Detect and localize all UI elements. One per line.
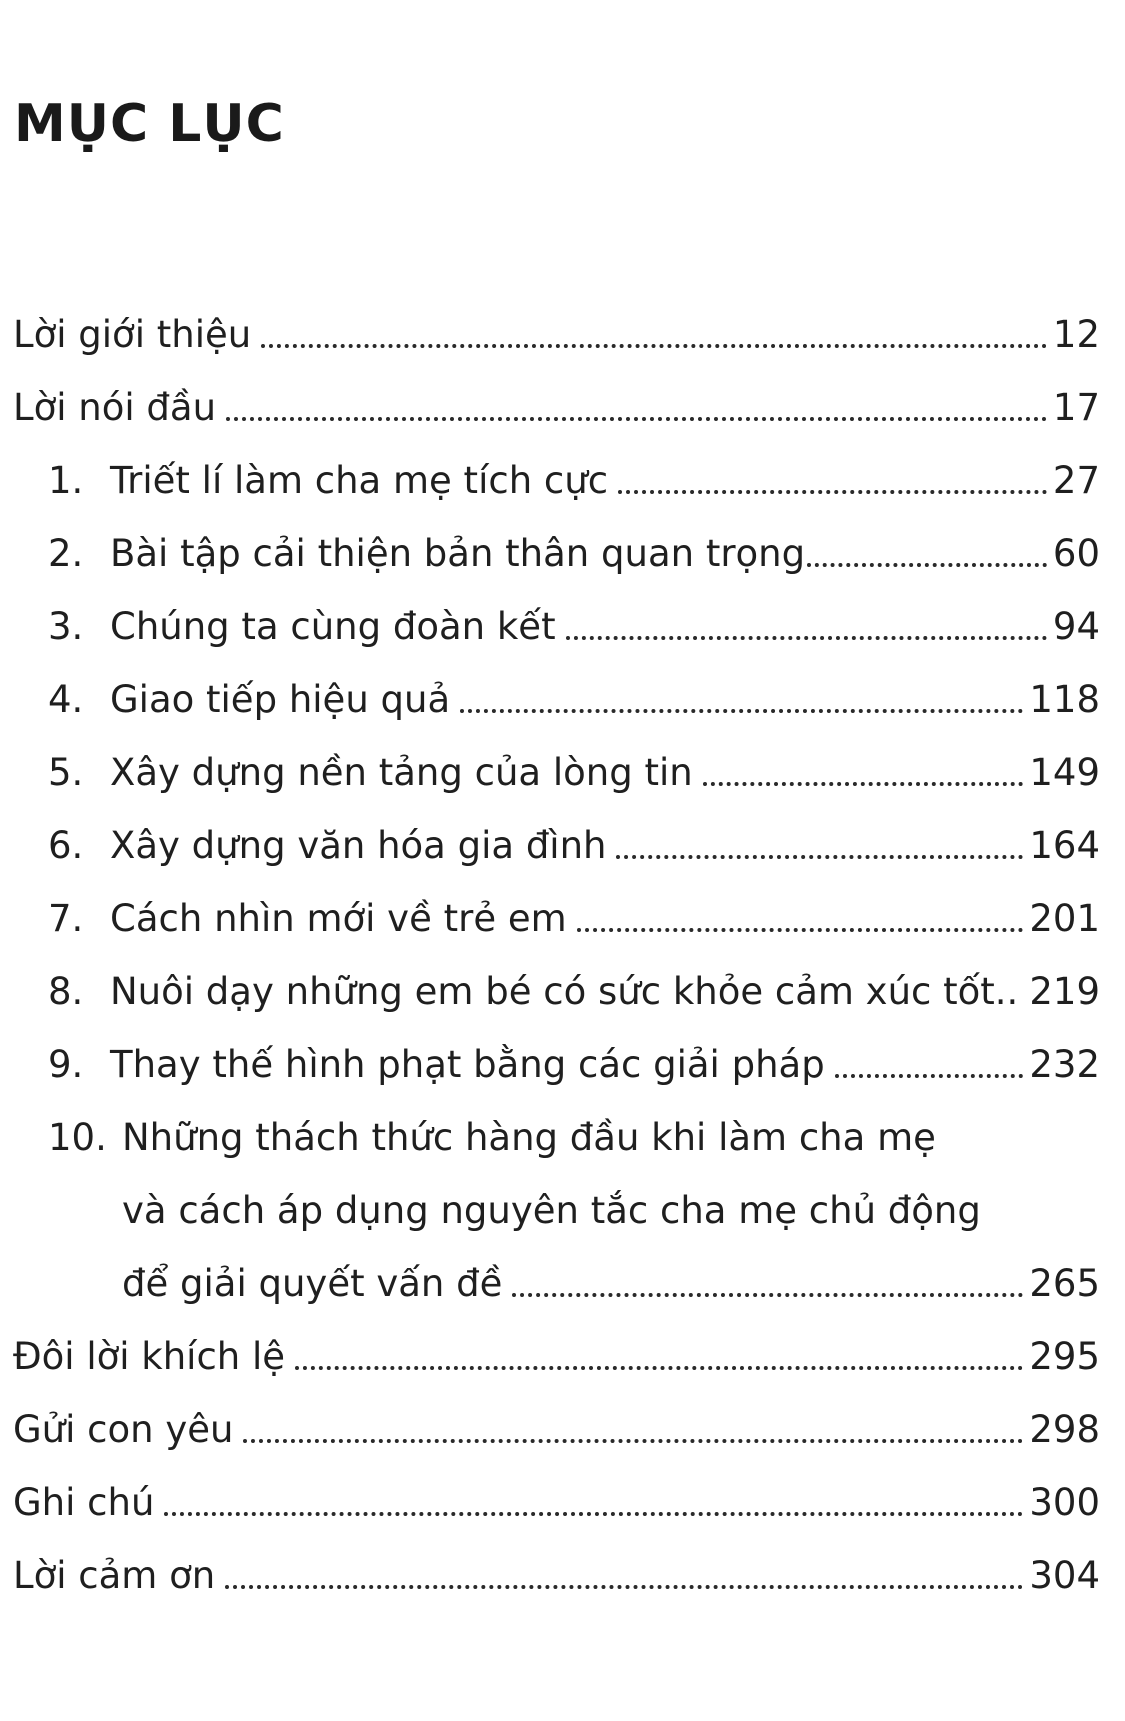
toc-page-number: 60	[1052, 531, 1100, 575]
toc-chapter-9	[0, 1015, 1100, 1088]
toc-entry-label: Lời nói đầu	[13, 385, 217, 429]
toc-chapter-8	[0, 942, 1100, 1015]
toc-chapter-6	[0, 796, 1100, 869]
toc-entry-label: Gửi con yêu	[13, 1407, 234, 1451]
toc-page-number: 295	[1029, 1334, 1100, 1378]
chapter-number: 8.	[48, 969, 84, 1013]
chapter-number: 4.	[48, 677, 84, 721]
chapter-number: 10.	[48, 1115, 107, 1159]
chapter-number: 6.	[48, 823, 84, 867]
dot-leader	[460, 709, 1023, 713]
toc-page-number: 118	[1029, 677, 1100, 721]
chapter-title: Bài tập cải thiện bản thân quan trọng	[110, 531, 806, 575]
dot-leader	[261, 344, 1047, 348]
toc-page-number: 17	[1052, 385, 1100, 429]
chapter-number: 9.	[48, 1042, 84, 1086]
chapter-title: Xây dựng nền tảng của lòng tin	[110, 750, 693, 794]
toc-page-number: 201	[1029, 896, 1100, 940]
dot-leader	[164, 1512, 1023, 1516]
chapter-title: Nuôi dạy những em bé có sức khỏe cảm xúc tốt..	[110, 969, 1019, 1013]
dot-leader	[243, 1439, 1023, 1443]
dot-leader	[703, 782, 1024, 786]
toc-chapter-10-continuation	[0, 1234, 1100, 1307]
dot-leader	[807, 563, 1047, 567]
toc-entry-label: Lời giới thiệu	[13, 312, 252, 356]
toc-page-number: 149	[1029, 750, 1100, 794]
toc-entry-preface	[0, 358, 1100, 431]
toc-entry-encouragement	[0, 1307, 1100, 1380]
toc-chapter-5	[0, 723, 1100, 796]
chapter-title: Xây dựng văn hóa gia đình	[110, 823, 607, 867]
dot-leader	[618, 490, 1047, 494]
toc-entry-label: Lời cảm ơn	[13, 1553, 216, 1597]
chapter-number: 3.	[48, 604, 84, 648]
table-of-contents	[0, 285, 1125, 1599]
dot-leader	[295, 1366, 1023, 1370]
toc-entry-letter	[0, 1380, 1100, 1453]
toc-page-number: 164	[1029, 823, 1100, 867]
chapter-number: 1.	[48, 458, 84, 502]
toc-page-number: 298	[1029, 1407, 1100, 1451]
dot-leader	[835, 1074, 1024, 1078]
chapter-title: Chúng ta cùng đoàn kết	[110, 604, 556, 648]
dot-leader	[226, 417, 1047, 421]
toc-page-number: 12	[1052, 312, 1100, 356]
chapter-number: 7.	[48, 896, 84, 940]
toc-chapter-1	[0, 431, 1100, 504]
toc-chapter-7	[0, 869, 1100, 942]
dot-leader	[225, 1585, 1023, 1589]
chapter-title: và cách áp dụng nguyên tắc cha mẹ chủ động	[122, 1188, 981, 1232]
chapter-title: Giao tiếp hiệu quả	[110, 677, 451, 721]
chapter-title: Triết lí làm cha mẹ tích cực	[110, 458, 609, 502]
chapter-title: Thay thế hình phạt bằng các giải pháp	[110, 1042, 825, 1086]
toc-chapter-2	[0, 504, 1100, 577]
toc-page-number: 219	[1029, 969, 1100, 1013]
toc-chapter-4	[0, 650, 1100, 723]
toc-page-number: 265	[1029, 1261, 1100, 1305]
chapter-title: để giải quyết vấn đề	[122, 1261, 503, 1305]
toc-entry-acknowledgements	[0, 1526, 1100, 1599]
toc-page-number: 27	[1052, 458, 1100, 502]
toc-entry-intro	[0, 285, 1100, 358]
page-title: MỤC LỤC	[14, 94, 285, 154]
dot-leader	[577, 928, 1024, 932]
dot-leader	[566, 636, 1047, 640]
chapter-number: 5.	[48, 750, 84, 794]
toc-chapter-10-continuation	[0, 1161, 1100, 1234]
toc-chapter-10	[0, 1088, 1100, 1161]
toc-page-number: 94	[1052, 604, 1100, 648]
chapter-title: Những thách thức hàng đầu khi làm cha mẹ	[122, 1115, 936, 1159]
toc-page-number: 304	[1029, 1553, 1100, 1597]
toc-page-number: 232	[1029, 1042, 1100, 1086]
dot-leader	[616, 855, 1023, 859]
chapter-title: Cách nhìn mới về trẻ em	[110, 896, 567, 940]
dot-leader	[512, 1293, 1023, 1297]
toc-entry-notes	[0, 1453, 1100, 1526]
toc-page-number: 300	[1029, 1480, 1100, 1524]
toc-chapter-3	[0, 577, 1100, 650]
toc-entry-label: Ghi chú	[13, 1480, 155, 1524]
chapter-number: 2.	[48, 531, 84, 575]
toc-entry-label: Đôi lời khích lệ	[13, 1334, 286, 1378]
